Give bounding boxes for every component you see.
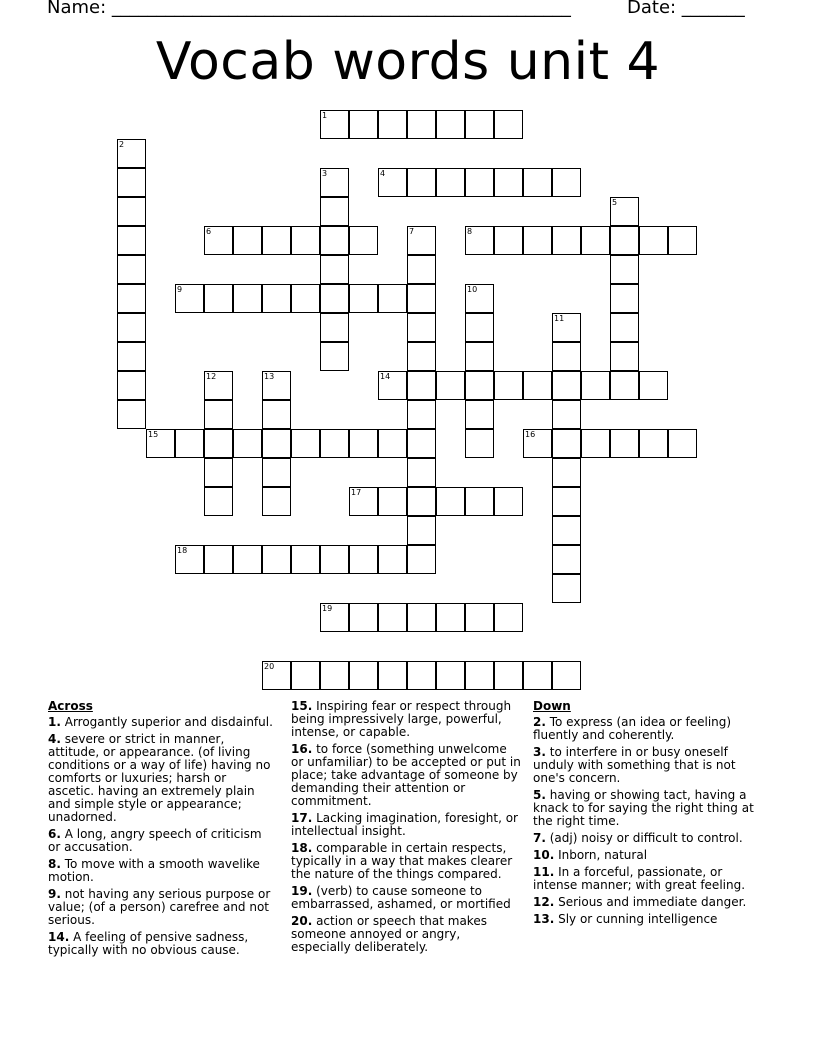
grid-cell[interactable] [204, 226, 233, 255]
clue-number: 13 [264, 372, 275, 381]
clue-item-number: 17. [291, 811, 313, 825]
grid-cell[interactable] [465, 661, 494, 690]
clue-item-number: 2. [533, 715, 546, 729]
grid-cell[interactable] [407, 516, 436, 545]
clue-number: 18 [177, 546, 188, 555]
grid-cell[interactable] [349, 487, 378, 516]
clue-item [291, 743, 521, 808]
grid-cell[interactable] [552, 516, 581, 545]
date-field-label: Date: _______ [627, 0, 745, 18]
clue-item-number: 4. [48, 732, 61, 746]
grid-cell[interactable] [378, 429, 407, 458]
grid-cell[interactable] [552, 168, 581, 197]
grid-cell[interactable] [378, 545, 407, 574]
grid-cell[interactable] [291, 284, 320, 313]
grid-cell[interactable] [407, 603, 436, 632]
grid-cell[interactable] [291, 429, 320, 458]
clue-item [291, 885, 521, 911]
clue-item-text: A long, angry speech of criticism or accusation. [48, 827, 262, 854]
clue-number: 11 [554, 314, 565, 323]
across-clues [48, 700, 276, 961]
grid-cell[interactable] [204, 371, 233, 400]
clue-number: 10 [467, 285, 478, 294]
grid-cell[interactable] [378, 168, 407, 197]
clue-item-text: action or speech that makes someone annoyed or angry, especially deliberately. [291, 914, 487, 954]
grid-cell[interactable] [407, 371, 436, 400]
clue-item-number: 7. [533, 831, 546, 845]
grid-cell[interactable] [320, 226, 349, 255]
grid-cell[interactable] [465, 371, 494, 400]
grid-cell[interactable] [320, 168, 349, 197]
grid-cell[interactable] [552, 226, 581, 255]
grid-cell[interactable] [291, 661, 320, 690]
grid-cell[interactable] [320, 110, 349, 139]
grid-cell[interactable] [552, 313, 581, 342]
clue-item-text: To express (an idea or feeling) fluently and coherently. [533, 715, 732, 742]
grid-cell[interactable] [407, 487, 436, 516]
grid-cell[interactable] [552, 400, 581, 429]
grid-cell[interactable] [117, 284, 146, 313]
grid-cell[interactable] [262, 226, 291, 255]
grid-cell[interactable] [175, 545, 204, 574]
grid-cell[interactable] [552, 458, 581, 487]
clue-item-number: 19. [291, 884, 313, 898]
grid-cell[interactable] [436, 168, 465, 197]
grid-cell[interactable] [407, 661, 436, 690]
grid-cell[interactable] [668, 429, 697, 458]
grid-cell[interactable] [552, 429, 581, 458]
clue-item [48, 828, 276, 854]
grid-cell[interactable] [523, 429, 552, 458]
name-field-label: Name: ___________________________________________________ [47, 0, 571, 18]
grid-cell[interactable] [407, 284, 436, 313]
grid-cell[interactable] [436, 371, 465, 400]
clue-item [48, 931, 276, 957]
grid-cell[interactable] [117, 371, 146, 400]
grid-cell[interactable] [378, 110, 407, 139]
clue-number: 8 [467, 227, 473, 236]
grid-cell[interactable] [146, 429, 175, 458]
clue-item-number: 9. [48, 887, 61, 901]
clue-item-text: Inspiring fear or respect through being impressively large, powerful, intense, or capable. [291, 699, 512, 739]
clue-item-number: 13. [533, 912, 555, 926]
clue-item-text: A feeling of pensive sadness, typically with no obvious cause. [48, 930, 249, 957]
grid-cell[interactable] [117, 313, 146, 342]
grid-cell[interactable] [494, 168, 523, 197]
clue-number: 4 [380, 169, 386, 178]
clue-number: 15 [148, 430, 159, 439]
clue-item-text: comparable in certain respects, typically in a way that makes clearer the nature of the things compared. [291, 841, 513, 881]
clue-item-number: 1. [48, 715, 61, 729]
grid-cell[interactable] [610, 342, 639, 371]
clue-item-text: Inborn, natural [554, 848, 648, 862]
grid-cell[interactable] [494, 603, 523, 632]
grid-cell[interactable] [552, 487, 581, 516]
grid-cell[interactable] [610, 313, 639, 342]
grid-cell[interactable] [523, 226, 552, 255]
clue-number: 20 [264, 662, 275, 671]
clue-item-number: 18. [291, 841, 313, 855]
clue-item [48, 858, 276, 884]
clue-item-number: 15. [291, 699, 313, 713]
grid-cell[interactable] [494, 661, 523, 690]
grid-cell[interactable] [204, 487, 233, 516]
grid-cell[interactable] [436, 487, 465, 516]
grid-cell[interactable] [117, 342, 146, 371]
grid-cell[interactable] [262, 545, 291, 574]
grid-cell[interactable] [262, 284, 291, 313]
grid-cell[interactable] [465, 110, 494, 139]
grid-cell[interactable] [204, 400, 233, 429]
grid-cell[interactable] [378, 603, 407, 632]
grid-cell[interactable] [552, 342, 581, 371]
grid-cell[interactable] [494, 226, 523, 255]
grid-cell[interactable] [610, 429, 639, 458]
grid-cell[interactable] [349, 661, 378, 690]
down-heading: Down [533, 699, 571, 713]
grid-cell[interactable] [378, 661, 407, 690]
clue-item [533, 866, 769, 892]
grid-cell[interactable] [407, 429, 436, 458]
grid-cell[interactable] [407, 168, 436, 197]
grid-cell[interactable] [581, 429, 610, 458]
clue-item [533, 849, 769, 862]
grid-cell[interactable] [262, 400, 291, 429]
grid-cell[interactable] [349, 226, 378, 255]
clue-number: 6 [206, 227, 212, 236]
grid-cell[interactable] [581, 226, 610, 255]
clue-item-text: to force (something unwelcome or unfamiliar) to be accepted or put in place; take advantage of someone by demanding their attention or commitment. [291, 742, 521, 808]
grid-cell[interactable] [407, 110, 436, 139]
grid-cell[interactable] [523, 371, 552, 400]
grid-cell[interactable] [465, 603, 494, 632]
grid-cell[interactable] [291, 545, 320, 574]
clue-item [533, 896, 769, 909]
clue-item-text: (adj) noisy or difficult to control. [545, 831, 743, 845]
grid-cell[interactable] [494, 371, 523, 400]
clue-item [533, 913, 769, 926]
grid-cell[interactable] [117, 197, 146, 226]
clue-item [48, 888, 276, 927]
clue-number: 2 [119, 140, 125, 149]
grid-cell[interactable] [262, 661, 291, 690]
grid-cell[interactable] [407, 545, 436, 574]
grid-cell[interactable] [204, 458, 233, 487]
clue-item-text: severe or strict in manner, attitude, or appearance. (of living conditions or a way of life) having no comforts or luxuries; harsh or ascetic. having an extremely plain and simple style or appearance; unadorned. [48, 732, 271, 824]
grid-cell[interactable] [378, 284, 407, 313]
clue-item-text: Sly or cunning intelligence [554, 912, 718, 926]
clue-item-text: having or showing tact, having a knack to for saying the right thing at the right time. [533, 788, 754, 828]
grid-cell[interactable] [465, 313, 494, 342]
clue-item-number: 10. [533, 848, 555, 862]
grid-cell[interactable] [320, 313, 349, 342]
grid-cell[interactable] [320, 603, 349, 632]
grid-cell[interactable] [407, 226, 436, 255]
grid-cell[interactable] [465, 168, 494, 197]
grid-cell[interactable] [204, 545, 233, 574]
grid-cell[interactable] [436, 110, 465, 139]
clue-item-number: 6. [48, 827, 61, 841]
grid-cell[interactable] [610, 197, 639, 226]
grid-cell[interactable] [465, 487, 494, 516]
grid-cell[interactable] [465, 400, 494, 429]
grid-cell[interactable] [494, 487, 523, 516]
grid-cell[interactable] [407, 342, 436, 371]
clue-number: 17 [351, 488, 362, 497]
grid-cell[interactable] [407, 313, 436, 342]
clue-number: 16 [525, 430, 536, 439]
clue-item [291, 812, 521, 838]
clue-item [291, 700, 521, 739]
clue-item-number: 16. [291, 742, 313, 756]
grid-cell[interactable] [349, 429, 378, 458]
clue-number: 12 [206, 372, 217, 381]
clue-item-text: (verb) to cause someone to embarrassed, ashamed, or mortified [291, 884, 511, 911]
grid-cell[interactable] [523, 168, 552, 197]
clue-item-number: 12. [533, 895, 555, 909]
grid-cell[interactable] [320, 545, 349, 574]
grid-cell[interactable] [349, 603, 378, 632]
clue-number: 19 [322, 604, 333, 613]
clue-item-text: Arrogantly superior and disdainful. [60, 715, 273, 729]
grid-cell[interactable] [378, 371, 407, 400]
clue-item-number: 11. [533, 865, 555, 879]
clue-item-number: 14. [48, 930, 70, 944]
grid-cell[interactable] [233, 284, 262, 313]
grid-cell[interactable] [320, 284, 349, 313]
grid-cell[interactable] [262, 429, 291, 458]
clue-item-text: not having any serious purpose or value; (of a person) carefree and not serious. [48, 887, 271, 927]
clue-item [48, 716, 276, 729]
grid-cell[interactable] [320, 429, 349, 458]
grid-cell[interactable] [349, 545, 378, 574]
grid-cell[interactable] [233, 545, 262, 574]
clue-number: 7 [409, 227, 415, 236]
grid-cell[interactable] [175, 284, 204, 313]
grid-cell[interactable] [320, 255, 349, 284]
grid-cell[interactable] [639, 226, 668, 255]
clue-item-text: Lacking imagination, foresight, or intellectual insight. [291, 811, 518, 838]
grid-cell[interactable] [639, 371, 668, 400]
grid-cell[interactable] [204, 284, 233, 313]
grid-cell[interactable] [581, 371, 610, 400]
grid-cell[interactable] [320, 197, 349, 226]
clue-item [291, 842, 521, 881]
clue-item-text: To move with a smooth wavelike motion. [48, 857, 260, 884]
grid-cell[interactable] [320, 661, 349, 690]
grid-cell[interactable] [465, 429, 494, 458]
grid-cell[interactable] [552, 371, 581, 400]
grid-cell[interactable] [552, 661, 581, 690]
grid-cell[interactable] [349, 284, 378, 313]
grid-cell[interactable] [668, 226, 697, 255]
grid-cell[interactable] [233, 226, 262, 255]
grid-cell[interactable] [378, 487, 407, 516]
grid-cell[interactable] [436, 603, 465, 632]
clue-item-text: Serious and immediate danger. [554, 895, 747, 909]
clue-item-number: 5. [533, 788, 546, 802]
grid-cell[interactable] [407, 255, 436, 284]
grid-cell[interactable] [552, 574, 581, 603]
across-clues-continued [291, 700, 521, 958]
grid-cell[interactable] [117, 400, 146, 429]
grid-cell[interactable] [117, 139, 146, 168]
down-clues [533, 700, 769, 930]
grid-cell[interactable] [436, 661, 465, 690]
grid-cell[interactable] [233, 429, 262, 458]
clue-number: 3 [322, 169, 328, 178]
grid-cell[interactable] [204, 429, 233, 458]
grid-cell[interactable] [465, 284, 494, 313]
grid-cell[interactable] [610, 226, 639, 255]
across-heading: Across [48, 699, 93, 713]
grid-cell[interactable] [320, 342, 349, 371]
grid-cell[interactable] [465, 226, 494, 255]
page-title: Vocab words unit 4 [155, 32, 661, 92]
grid-cell[interactable] [552, 545, 581, 574]
clue-item [533, 832, 769, 845]
clue-item [533, 746, 769, 785]
clue-number: 14 [380, 372, 391, 381]
grid-cell[interactable] [175, 429, 204, 458]
clue-item [291, 915, 521, 954]
clue-item [533, 716, 769, 742]
clue-number: 9 [177, 285, 183, 294]
clue-item-number: 8. [48, 857, 61, 871]
grid-cell[interactable] [610, 284, 639, 313]
grid-cell[interactable] [262, 487, 291, 516]
clue-item-number: 20. [291, 914, 313, 928]
grid-cell[interactable] [494, 110, 523, 139]
clue-item-text: In a forceful, passionate, or intense manner; with great feeling. [533, 865, 746, 892]
clue-number: 5 [612, 198, 618, 207]
grid-cell[interactable] [610, 371, 639, 400]
grid-cell[interactable] [262, 458, 291, 487]
grid-cell[interactable] [291, 226, 320, 255]
grid-cell[interactable] [262, 371, 291, 400]
grid-cell[interactable] [407, 400, 436, 429]
clue-item [48, 733, 276, 824]
grid-cell[interactable] [523, 661, 552, 690]
clue-item-number: 3. [533, 745, 546, 759]
grid-cell[interactable] [117, 226, 146, 255]
grid-cell[interactable] [117, 255, 146, 284]
grid-cell[interactable] [465, 342, 494, 371]
grid-cell[interactable] [407, 458, 436, 487]
grid-cell[interactable] [639, 429, 668, 458]
grid-cell[interactable] [610, 255, 639, 284]
clue-item [533, 789, 769, 828]
clue-number: 1 [322, 111, 328, 120]
grid-cell[interactable] [117, 168, 146, 197]
clue-item-text: to interfere in or busy oneself unduly with something that is not one's concern. [533, 745, 736, 785]
grid-cell[interactable] [349, 110, 378, 139]
